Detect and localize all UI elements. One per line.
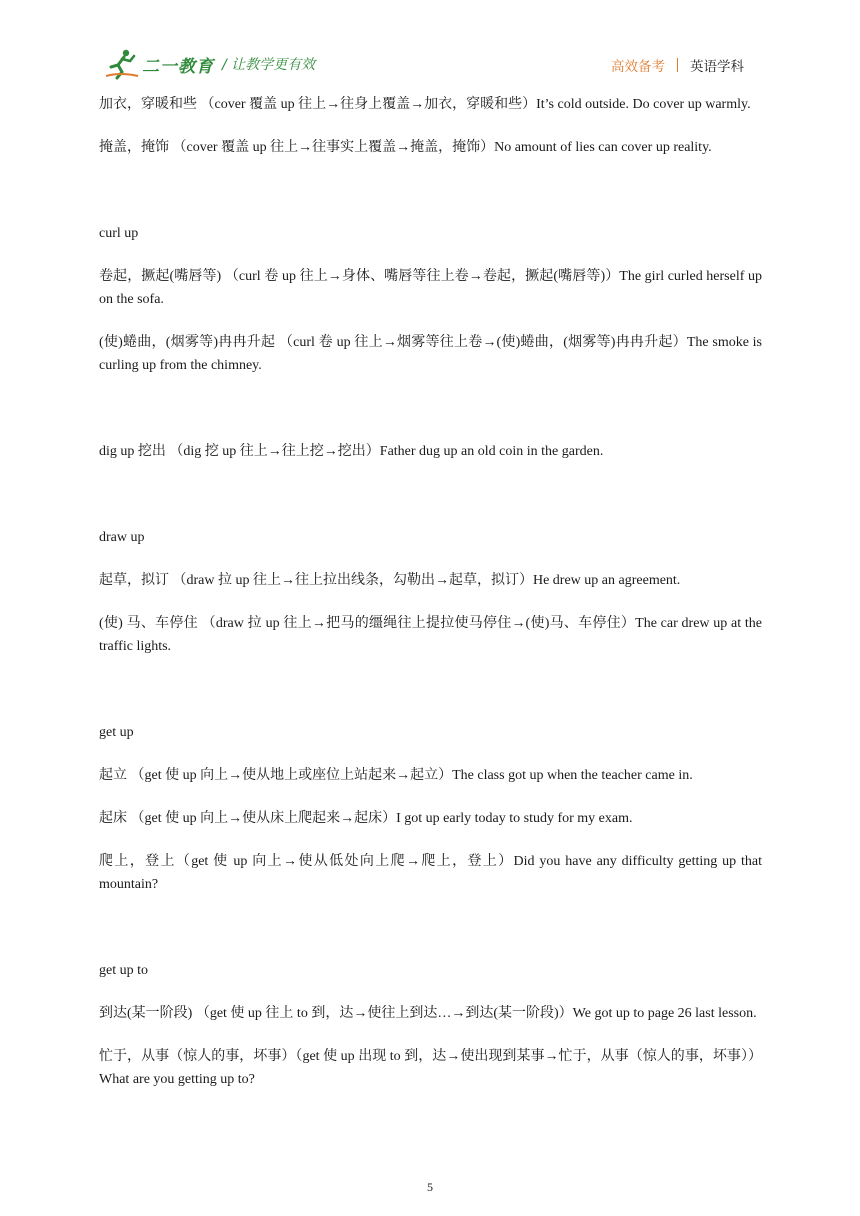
get-up-to-heading: get up to: [99, 963, 148, 978]
slogan: / 让教学更有效: [222, 57, 316, 73]
cover-up-sense-2: 掩盖，掩饰 （cover 覆盖 up 往上→往事实上覆盖→掩盖，掩饰）No amount of lies can cover up reality.: [99, 140, 712, 155]
document-body: [99, 93, 762, 1091]
get-up-sense-1: 起立 （get 使 up 向上→使从地上或座位上站起来→起立）The class got up when the teacher came in.: [99, 768, 693, 783]
cover-up-sense-1: 加衣，穿暖和些 （cover 覆盖 up 往上→往身上覆盖→加衣，穿暖和些）It’s cold outside. Do cover up warmly.: [99, 97, 751, 112]
header-right: [611, 55, 744, 75]
page-header: [0, 0, 860, 90]
header-divider: [677, 58, 678, 72]
curl-up-sense-1: 卷起，撅起(嘴唇等) （curl 卷 up 往上→身体、嘴唇等往上卷→卷起，撅起(嘴唇等)）The girl curled herself up on the sofa.: [99, 269, 762, 307]
runner-logo-icon: [104, 48, 140, 80]
logo: [104, 48, 214, 80]
exam-label: 高效备考: [611, 59, 665, 75]
get-up-sense-2: 起床 （get 使 up 向上→使从床上爬起来→起床）I got up early today to study for my exam.: [99, 811, 633, 826]
dig-up-entry: dig up 挖出 （dig 挖 up 往上→往上挖→挖出）Father dug up an old coin in the garden.: [99, 444, 604, 459]
get-up-to-sense-1: 到达(某一阶段) （get 使 up 往上 to 到，达→使往上到达…→到达(某一阶段)）We got up to page 26 last lesson.: [99, 1006, 757, 1021]
curl-up-sense-2: (使)蜷曲，(烟雾等)冉冉升起 （curl 卷 up 往上→烟雾等往上卷→(使)蜷曲，(烟雾等)冉冉升起）The smoke is curling up from the chimney.: [99, 335, 762, 373]
subject-label: 英语学科: [690, 59, 744, 75]
draw-up-sense-2: (使) 马、车停住 （draw 拉 up 往上→把马的缰绳往上提拉使马停住→(使)马、车停住）The car drew up at the traffic lights.: [99, 616, 762, 654]
get-up-heading: get up: [99, 725, 134, 740]
curl-up-heading: curl up: [99, 226, 139, 241]
draw-up-heading: draw up: [99, 530, 145, 545]
logo-text: 二一教育: [142, 56, 214, 77]
page-number: 5: [427, 1180, 433, 1194]
get-up-sense-3: 爬上，登上（get 使 up 向上→使从低处向上爬→爬上，登上）Did you have any difficulty getting up that mountain?: [99, 854, 762, 892]
get-up-to-sense-2: 忙于，从事（惊人的事，坏事）（get 使 up 出现 to 到，达→使出现到某事→忙于，从事（惊人的事，坏事））What are you getting up to?: [99, 1049, 762, 1087]
draw-up-sense-1: 起草，拟订 （draw 拉 up 往上→往上拉出线条，勾勒出→起草，拟订）He drew up an agreement.: [99, 573, 681, 588]
